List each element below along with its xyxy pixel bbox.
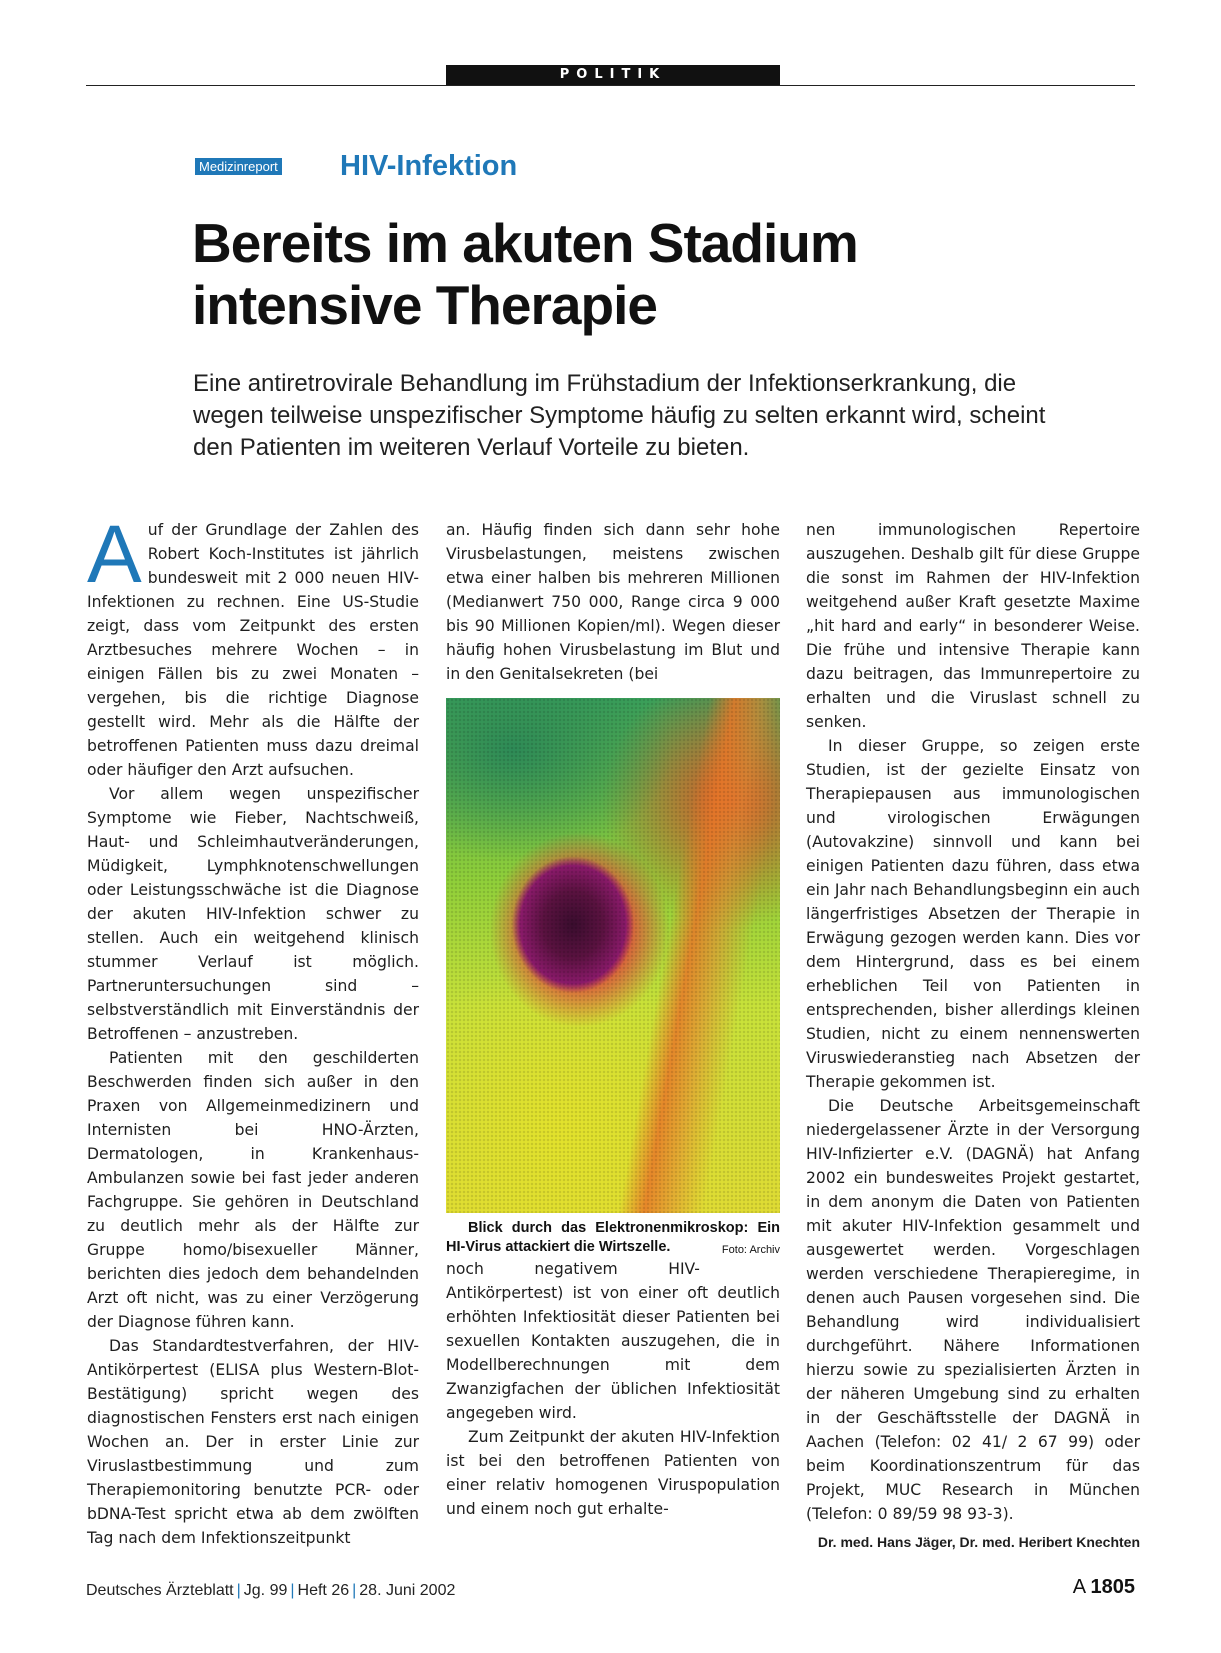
issue: Heft 26 — [297, 1582, 350, 1599]
paragraph: Vor allem wegen unspezifischer Symptome wie Fieber, Nachtschweiß, Haut- und Schleimhautveränderungen, Müdigkeit, Lymphknotenschwellungen oder Leistungsschwäche ist die Diagnose der akuten HIV-Infektion schwer zu stellen. Auch ein weitgehend klinisch stummer Verlauf ist möglich. Partneruntersuchungen sind – selbstverständlich mit Einverständnis der Betroffenen – anzustreben. — [87, 785, 419, 1043]
drop-cap: A — [87, 509, 142, 600]
paragraph: noch negativem HIV-Antikörpertest) ist von einer oft deutlich erhöhten Infektiosität dieser Patienten bei sexuellen Kontakten auszugehen, die in Modellberechnungen mit dem Zwanzigfachen der üblichen Infektiosität angegeben wird. — [446, 1260, 780, 1422]
header-rule — [86, 85, 1135, 86]
paragraph: Die Deutsche Arbeitsgemeinschaft niedergelassener Ärzte in der Versorgung HIV-Infizierter e.V. (DAGNÄ) hat Anfang 2002 ein bundesweites Projekt gestartet, in dem anonym die Daten von Patienten mit akuter HIV-Infektion gesammelt und ausgewertet werden. Vorgeschlagen werden verschiedene Therapieregime, in denen auch Pausen vorgesehen sind. Die Behandlung wird individualisiert durchgeführt. Nähere Informationen hierzu sowie zu spezialisierten Ärzten in der näheren Umgebung sind zu erhalten in der Geschäftsstelle der DAGNÄ in Aachen (Telefon: 02 41/ 2 67 99) oder beim Koordinationszentrum für das Projekt, MUC Research in München (Telefon: 0 89/59 98 93-3). — [806, 1097, 1140, 1523]
footer-citation: Deutsches Ärzteblatt | Jg. 99 | Heft 26 | 28. Juni 2002 — [86, 1582, 456, 1599]
column-2 — [446, 518, 780, 1521]
volume: Jg. 99 — [243, 1582, 288, 1599]
photo-credit: Foto: Archiv — [721, 1244, 780, 1256]
headline — [192, 212, 1122, 336]
page-number: A 1805 — [1072, 1576, 1135, 1598]
paragraph: Das Standardtestverfahren, der HIV-Antikörpertest (ELISA plus Western-Blot-Bestätigung) spricht wegen des diagnostischen Fensters erst nach einigen Wochen an. Der in erster Linie zur Viruslastbestimmung und zum Therapiemonitoring benutzte PCR- oder bDNA-Test spricht etwa ab dem zwölften Tag nach dem Infektionszeitpunkt — [87, 1337, 419, 1547]
electron-microscope-photo — [446, 698, 780, 1213]
section-label: POLITIK — [446, 65, 780, 85]
headline-line-2: intensive Therapie — [192, 274, 657, 336]
author-line: Dr. med. Hans Jäger, Dr. med. Heribert Knechten — [817, 1534, 1140, 1550]
column-1 — [87, 509, 419, 1550]
paragraph: an. Häufig finden sich dann sehr hohe Virusbelastungen, meistens zwischen etwa einer halben bis mehreren Millionen (Medianwert 750 000, Range circa 9 000 bis 90 Millionen Kopien/ml). Wegen dieser häufig hohen Virusbelastung im Blut und in den Genitalsekreten (bei — [446, 521, 780, 683]
topic-kicker: HIV-Infektion — [340, 150, 518, 182]
issue-date: 28. Juni 2002 — [359, 1582, 456, 1599]
paragraph: Zum Zeitpunkt der akuten HIV-Infektion ist bei den betroffenen Patienten von einer relativ homogenen Viruspopulation und einem noch gut erhalte- — [446, 1428, 780, 1518]
category-badge: Medizinreport — [195, 158, 282, 175]
paragraph: Patienten mit den geschilderten Beschwerden finden sich außer in den Praxen von Allgemeinmedizinern und Internisten bei HNO-Ärzten, Dermatologen, in Krankenhaus-Ambulanzen sowie bei fast jeder anderen Fachgruppe. Sie gehören in Deutschland zu deutlich mehr als der Hälfte zur Gruppe homo/bisexueller Männer, berichten dies jedoch dem behandelnden Arzt oft nicht, was zu einer Verzögerung der Diagnose führen kann. — [87, 1049, 419, 1331]
paragraph: Auf der Grundlage der Zahlen des Robert Koch-Institutes ist jährlich bundesweit mit 2 000 neuen HIV-Infektionen zu rechnen. Eine US-Studie zeigt, dass vom Zeitpunkt des ersten Arztbesuches mehrere Wochen – in einigen Fällen bis zu zwei Monaten – vergehen, bis die richtige Diagnose gestellt wird. Mehr als die Hälfte der betroffenen Patienten muss dazu dreimal oder häufiger den Arzt aufsuchen. — [87, 509, 419, 779]
headline-line-1: Bereits im akuten Stadium — [192, 212, 858, 274]
paragraph: nen immunologischen Repertoire auszugehen. Deshalb gilt für diese Gruppe die sonst im Rahmen der HIV-Infektion weitgehend außer Kraft gesetzte Maxime „hit hard and early“ in besonderer Weise. Die frühe und intensive Therapie kann dazu beitragen, das Immunrepertoire zu erhalten und die Viruslast schnell zu senken. — [806, 521, 1140, 731]
journal-name: Deutsches Ärzteblatt — [86, 1582, 234, 1599]
lead-paragraph: Eine antiretrovirale Behandlung im Frühstadium der Infektionserkrankung, die wegen teilweise unspezifischer Symptome häufig zu selten erkannt wird, scheint den Patienten im weiteren Verlauf Vorteile zu bieten. — [193, 370, 1046, 461]
paragraph: In dieser Gruppe, so zeigen erste Studien, ist der gezielte Einsatz von Therapiepausen aus immunologischen und virologischen Erwägungen (Autovakzine) sinnvoll und kann bei einigen Patienten dazu führen, dass etwa ein Jahr nach Behandlungsbeginn ein auch längerfristiges Absetzen der Therapie in Erwägung gezogen werden kann. Dies vor dem Hintergrund, dass es bei einem erheblichen Teil von Patienten in entsprechenden, bisher allerdings kleinen Studien, nicht zu einem nennenswerten Viruswiederanstieg nach Absetzen der Therapie gekommen ist. — [806, 737, 1140, 1091]
photo-caption: Blick durch das Elektronenmikroskop: Ein HI-Virus attackiert die Wirtszelle. Foto: Archiv — [446, 1219, 780, 1257]
column-3 — [806, 518, 1140, 1554]
